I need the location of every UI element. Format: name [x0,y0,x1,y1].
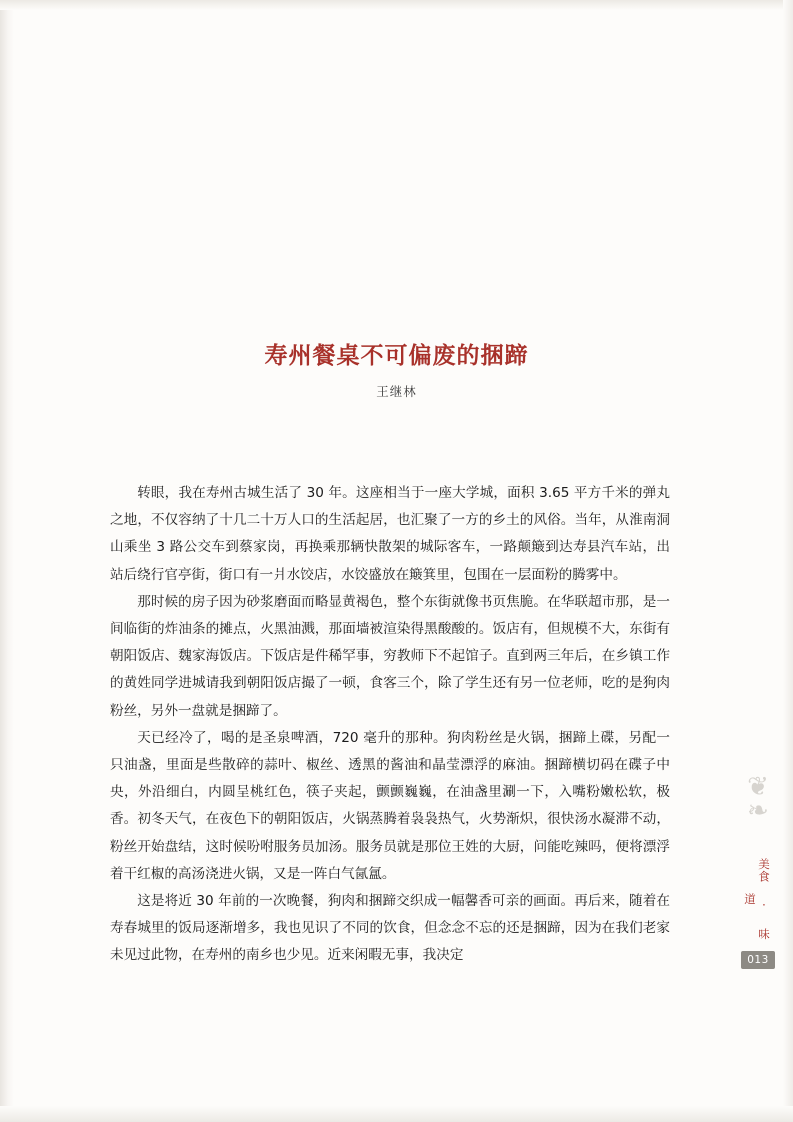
article-body [110,480,670,970]
page-number: 013 [741,951,775,969]
decorative-ornament-icon: ❦ ❧ [747,775,769,826]
scan-edge-top [0,0,793,10]
section-side-tab [741,775,775,975]
page-title: 寿州餐桌不可偏废的捆蹄 [264,343,529,369]
body-paragraph: 那时候的房子因为砂浆磨面而略显黄褐色，整个东街就像书页焦脆。在华联超市那，是一间临街的炸油条的摊点，火黑油溅，那面墙被渲染得黑酸酸的。饭店有，但规模不大，东街有朝阳饭店、魏家海饭店。下饭店是件稀罕事，穷教师下不起馆子。直到两三年后，在乡镇工作的黄姓同学进城请我到朝阳饭店撮了一顿，食客三个，除了学生还有另一位老师，吃的是狗肉粉丝，另外一盘就是捆蹄了。 [110,593,670,719]
section-label: 美食 · 味道 [743,857,771,941]
scan-edge-left [0,0,14,1122]
scan-edge-right [783,0,793,1122]
body-paragraph: 天已经冷了，喝的是圣泉啤酒，720 毫升的那种。狗肉粉丝是火锅，捆蹄上碟，另配一只油盏，里面是些散碎的蒜叶、椒丝、透黑的酱油和晶莹漂浮的麻油。捆蹄横切码在碟子中央，外沿细白，内圆呈桃红色，筷子夹起，颤颤巍巍，在油盏里涮一下，入嘴粉嫩松软，极香。初冬天气，在夜色下的朝阳饭店，火锅蒸腾着袅袅热气，火势渐炽，很快汤水凝滞不动，粉丝开始盘结，这时候吩咐服务员加汤。服务员就是那位王姓的大厨，问能吃辣吗，便将漂浮着干红椒的高汤浇进火锅，又是一阵白气氤氲。 [110,729,670,882]
body-paragraph: 这是将近 30 年前的一次晚餐，狗肉和捆蹄交织成一幅馨香可亲的画面。再后来，随着在寿春城里的饭局逐渐增多，我也见识了不同的饮食，但念念不忘的还是捆蹄，因为在我们老家未见过此物，在寿州的南乡也少见。近来闲暇无事，我决定 [110,893,670,964]
article-author: 王继林 [376,384,417,399]
body-paragraph: 转眼，我在寿州古城生活了 30 年。这座相当于一座大学城，面积 3.65 平方千米的弹丸之地，不仅容纳了十几二十万人口的生活起居，也汇聚了一方的乡土的风俗。当年，从淮南洞山乘坐 3 路公交车到蔡家岗，再换乘那辆快散架的城际客车，一路颠簸到达寿县汽车站，出站后绕行官亭街，街口有一爿水饺店，水饺盛放在簸箕里，包围在一层面粉的腾雾中。 [110,485,670,583]
scan-edge-bottom [0,1106,793,1122]
